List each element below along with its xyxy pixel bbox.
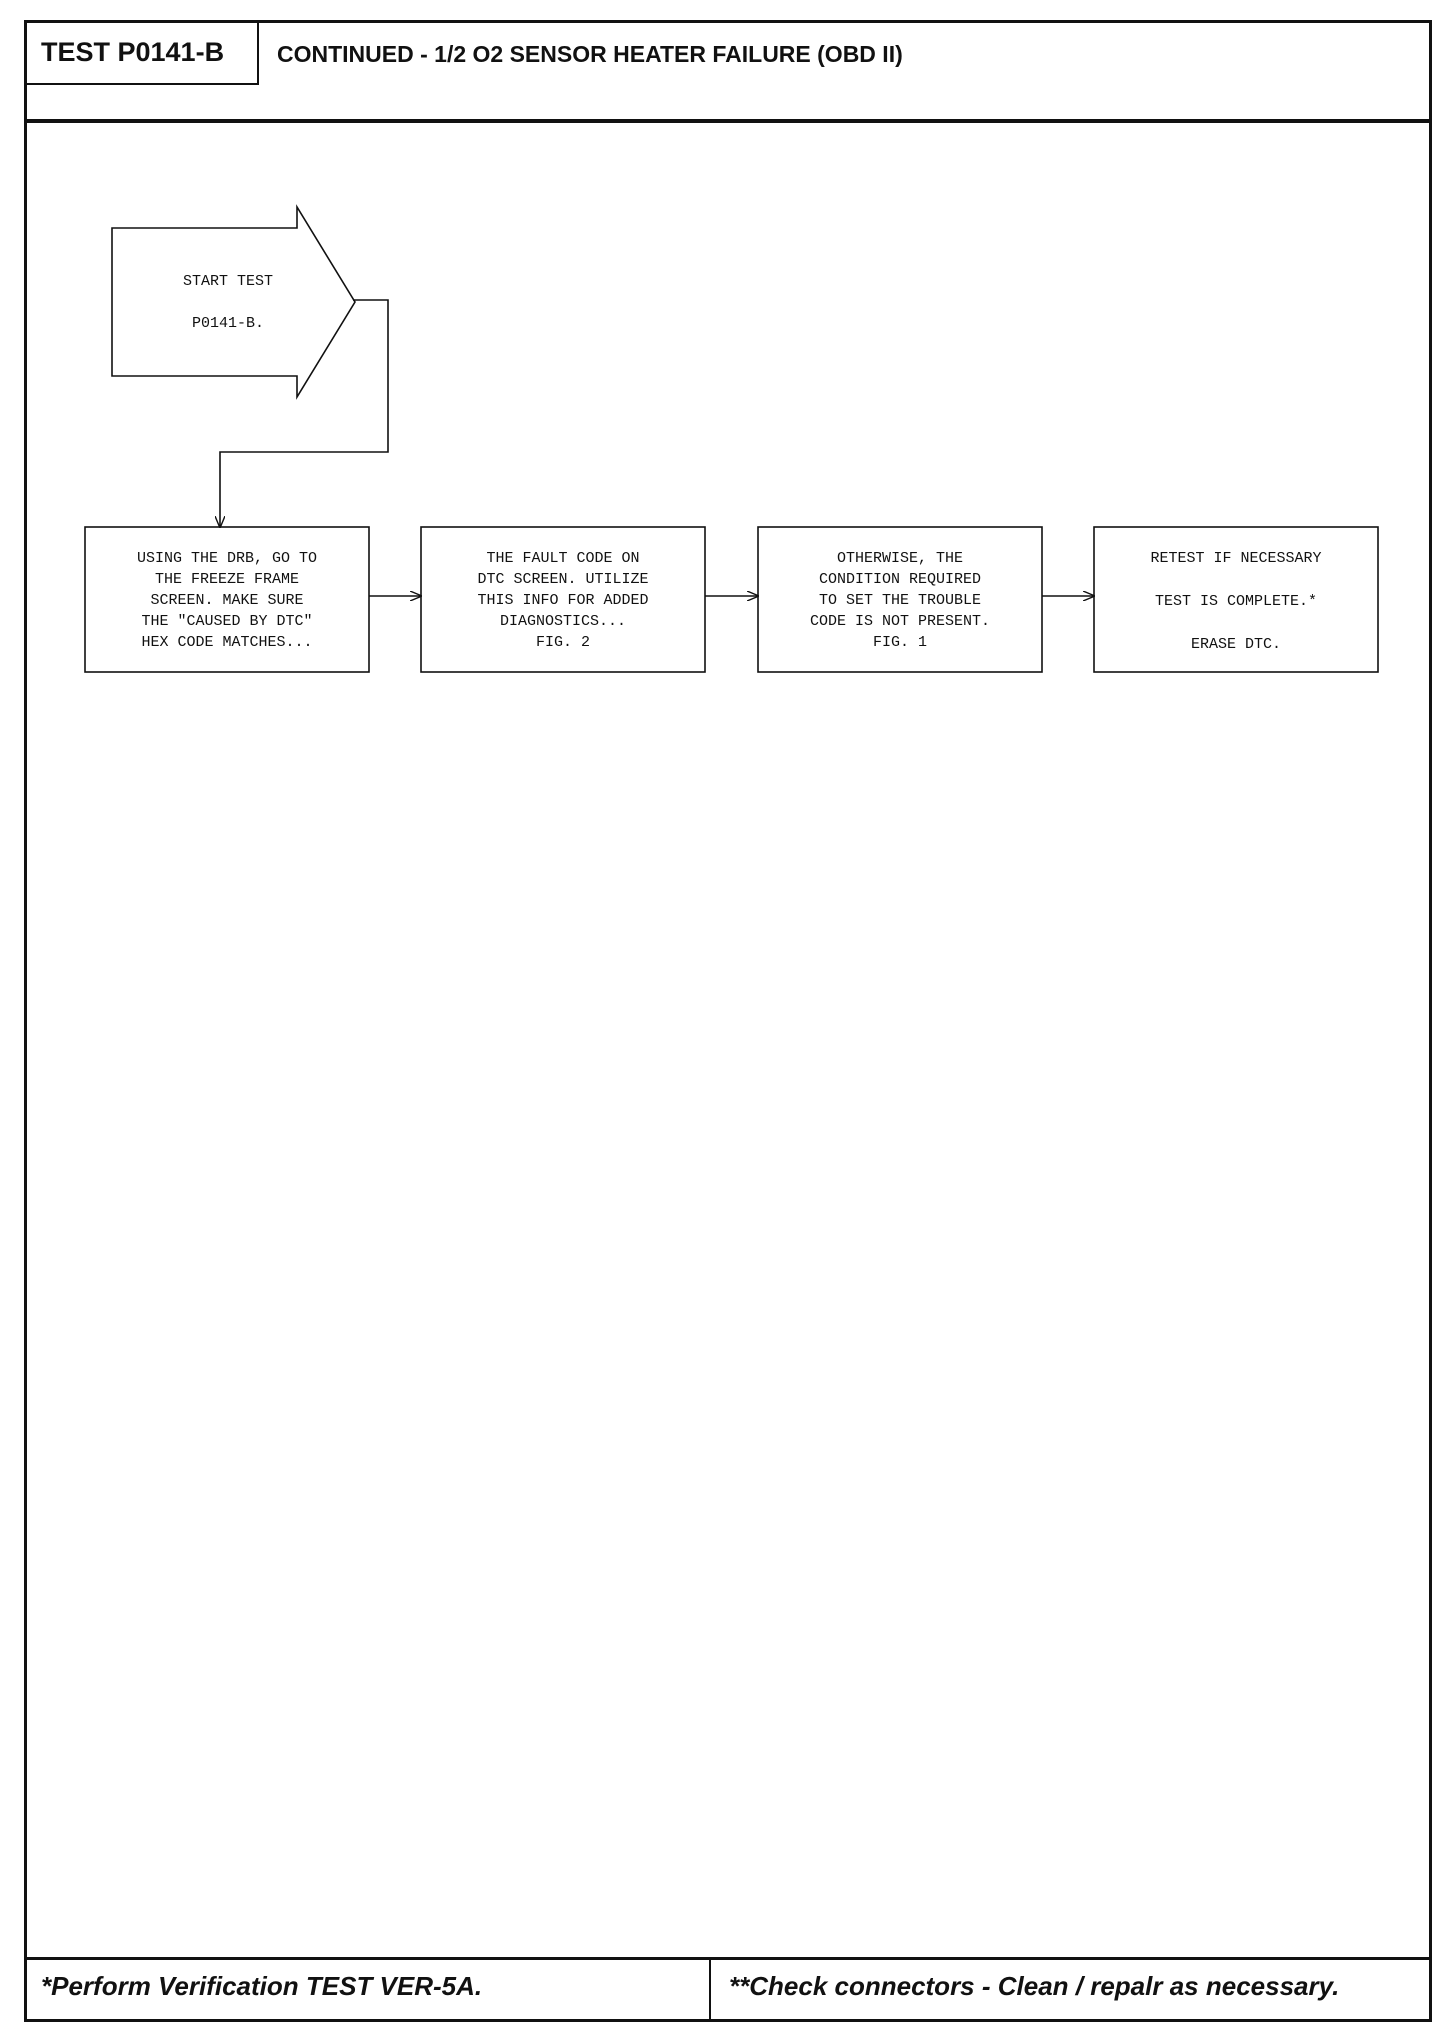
- test-id-label: TEST P0141-B: [27, 23, 259, 85]
- step-4-line-1: RETEST IF NECESSARY: [1150, 550, 1322, 567]
- step-3-line-4: CODE IS NOT PRESENT.: [809, 613, 991, 630]
- step-3-line-5: FIG. 1: [872, 634, 928, 651]
- step-2-line-5: FIG. 2: [535, 634, 591, 651]
- step-box-2: [421, 527, 705, 672]
- start-node-line-2: P0141-B.: [191, 315, 265, 332]
- step-box-4: [1094, 527, 1378, 672]
- footer-note-verification: *Perform Verification TEST VER-5A.: [27, 1960, 711, 2019]
- step-4-line-3: ERASE DTC.: [1190, 636, 1282, 653]
- start-node: [112, 207, 355, 397]
- start-node-line-1: START TEST: [182, 273, 274, 290]
- step-1-line-2: THE FREEZE FRAME: [154, 571, 300, 588]
- step-2-line-2: DTC SCREEN. UTILIZE: [477, 571, 649, 588]
- footer-note-connectors: **Check connectors - Clean / repalr as necessary.: [729, 1971, 1340, 2001]
- step-1-line-1: USING THE DRB, GO TO: [136, 550, 318, 567]
- step-box-3: [758, 527, 1042, 672]
- page-title: CONTINUED - 1/2 O2 SENSOR HEATER FAILURE (OBD II): [277, 41, 903, 67]
- step-1-line-5: HEX CODE MATCHES...: [141, 634, 313, 651]
- step-4-line-2: TEST IS COMPLETE.*: [1154, 593, 1318, 610]
- step-2-line-3: THIS INFO FOR ADDED: [477, 592, 649, 609]
- step-3-line-2: CONDITION REQUIRED: [818, 571, 982, 588]
- connector-start-to-step-1: [220, 300, 388, 527]
- step-3-line-1: OTHERWISE, THE: [836, 550, 964, 567]
- step-1-line-3: SCREEN. MAKE SURE: [150, 592, 304, 609]
- step-2-line-4: DIAGNOSTICS...: [499, 613, 627, 630]
- step-1-line-4: THE "CAUSED BY DTC": [141, 613, 313, 630]
- step-2-line-1: THE FAULT CODE ON: [486, 550, 640, 567]
- step-3-line-3: TO SET THE TROUBLE: [818, 592, 982, 609]
- step-box-1: [85, 527, 369, 672]
